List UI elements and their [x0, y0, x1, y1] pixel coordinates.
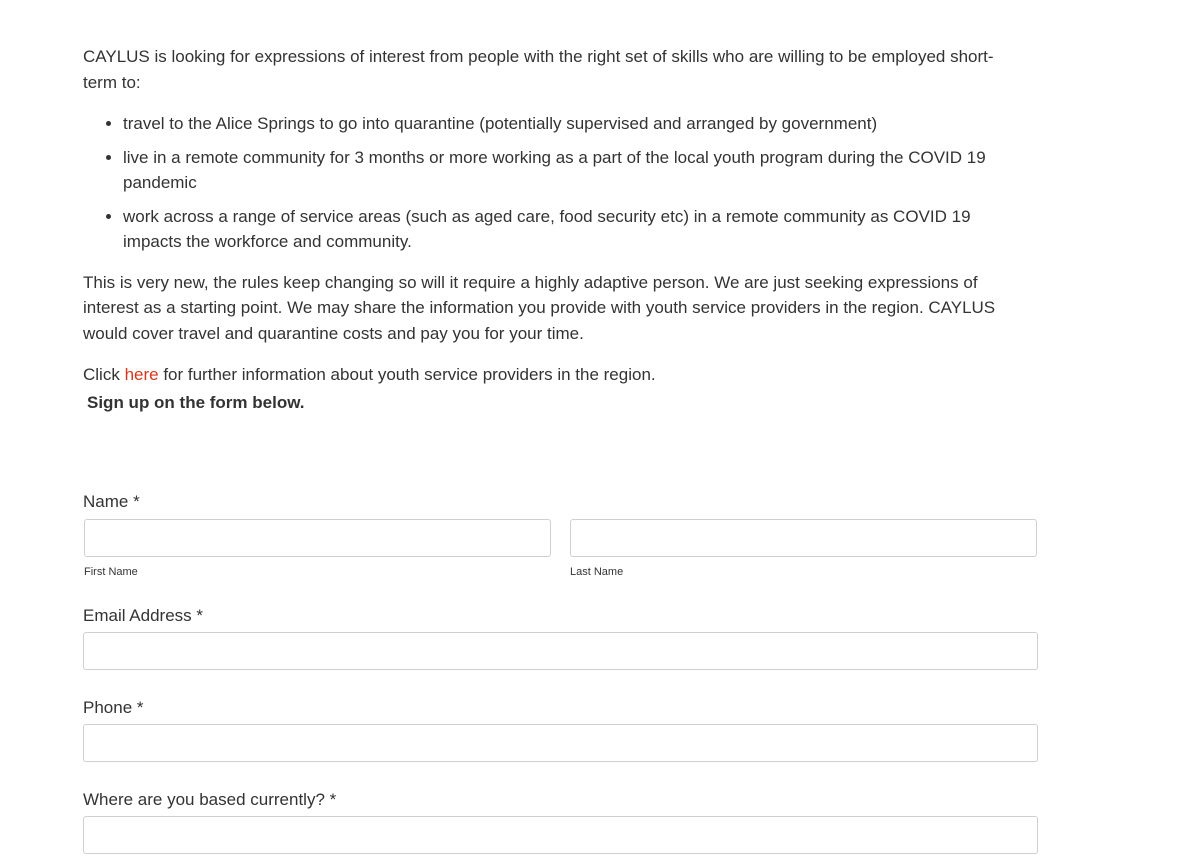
article-content [83, 44, 1013, 388]
list-item: • work across a range of service areas (such as aged care, food security etc) in a remote community as COVID 19 impacts the workforce and community. [123, 204, 1013, 255]
last-name-sublabel: Last Name [570, 566, 624, 578]
email-input[interactable] [83, 632, 1038, 670]
intro-paragraph: CAYLUS is looking for expressions of interest from people with the right set of skills who are willing to be employed short-term to: [83, 47, 994, 92]
click-prefix: Click [83, 365, 125, 384]
requirements-list [83, 111, 1013, 255]
signup-heading: Sign up on the form below. [87, 393, 305, 412]
phone-label: Phone * [83, 698, 144, 717]
here-link[interactable]: here [124, 365, 159, 384]
location-input[interactable] [83, 816, 1038, 854]
details-paragraph: This is very new, the rules keep changing so will it require a highly adaptive person. We are just seeking expressions of interest as a starting point. We may share the information you provide with youth service providers in the region. CAYLUS would cover travel and quarantine costs and pay you for your time. [83, 272, 996, 343]
last-name-input[interactable] [570, 519, 1037, 557]
email-label: Email Address * [83, 606, 203, 625]
location-label: Where are you based currently? * [83, 790, 337, 809]
list-item: • live in a remote community for 3 months or more working as a part of the local youth program during the COVID 19 pandemic [123, 145, 1013, 196]
click-suffix: for further information about youth service providers in the region. [158, 365, 656, 384]
click-paragraph [83, 362, 1013, 388]
first-name-input[interactable] [84, 519, 551, 557]
first-name-sublabel: First Name [84, 566, 138, 578]
phone-input[interactable] [83, 724, 1038, 762]
list-item: • travel to the Alice Springs to go into quarantine (potentially supervised and arranged by government) [123, 111, 1013, 137]
name-label: Name * [83, 492, 140, 511]
